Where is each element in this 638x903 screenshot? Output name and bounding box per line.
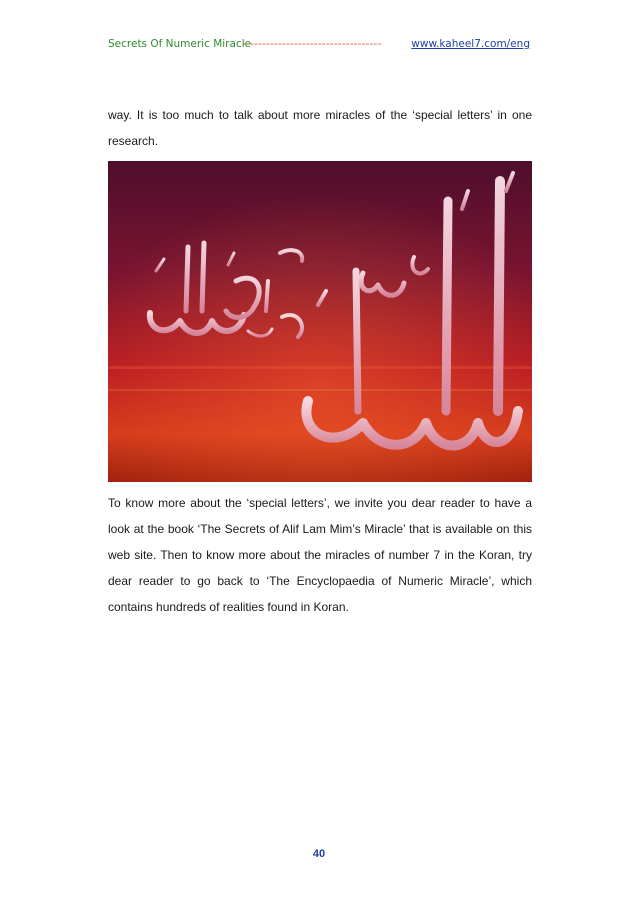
page-header [108,38,530,54]
page-number: 40 [312,848,326,860]
calligraphy-artwork [108,161,532,482]
calligraphy-image [108,161,532,482]
header-title: Secrets Of Numeric Miracle [108,38,252,50]
body-paragraph-1: way. It is too much to talk about more miracles of the ‘special letters’ in one research. [108,108,532,148]
header-separator: ----------------------------------- [242,38,382,50]
header-url-link[interactable]: www.kaheel7.com/eng [411,38,530,50]
body-paragraph-2: To know more about the ‘special letters’, we invite you dear reader to have a look at the book ‘The Secrets of Alif Lam Mim’s Miracle’ that is available on this web site. Then to know more about the miracles of number 7 in the Koran, try dear reader to go back to ‘The Encyclopaedia of Numeric Miracle’, which contains hundreds of realities found in Koran. [108,496,532,614]
